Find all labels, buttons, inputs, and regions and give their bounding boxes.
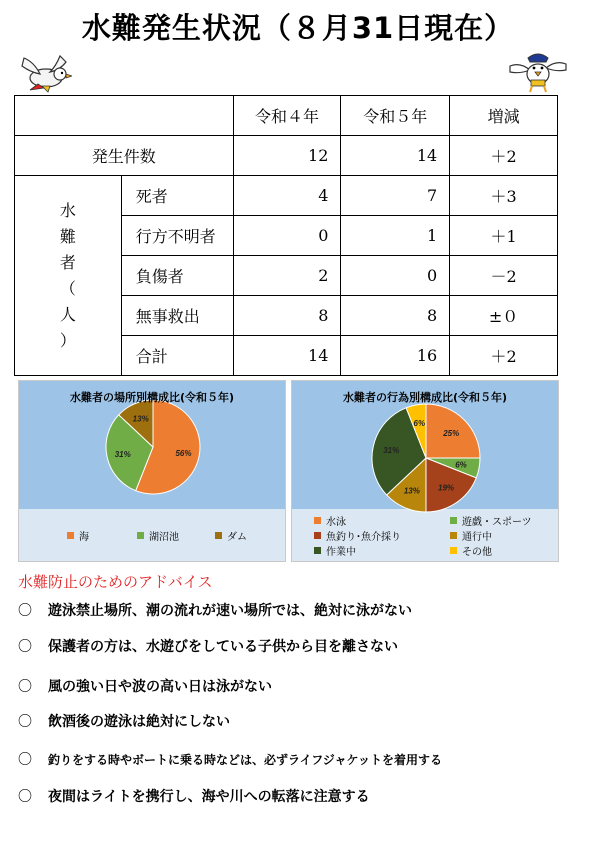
circle-mark-icon: 〇 (18, 714, 32, 730)
bird-illustration-left (16, 52, 72, 94)
advice-text: 遊泳禁止場所、潮の流れが速い場所では、絶対に泳がない (48, 603, 412, 619)
pie-data-label: 25% (443, 428, 460, 438)
row-label: 合計 (121, 336, 233, 376)
row-diff: －2 (450, 256, 558, 296)
chart-title: 水難者の場所別構成比(令和５年) (69, 391, 235, 404)
row-r4: 4 (233, 176, 341, 216)
advice-item (18, 676, 272, 696)
table-header-row (15, 96, 558, 136)
location-pie-svg (19, 381, 287, 563)
incident-stats-table (14, 95, 558, 376)
pie-data-label: 6% (455, 460, 467, 470)
row-diff: ＋3 (450, 176, 558, 216)
activity-pie-svg (292, 381, 560, 563)
circle-mark-icon: 〇 (18, 603, 32, 619)
row-diff: ＋1 (450, 216, 558, 256)
legend-item-lake: 湖沼池 (137, 528, 179, 543)
row-r5: 0 (341, 256, 450, 296)
legend-item-other: その他 (450, 543, 492, 558)
victims-group-label: 水 難 者 （ 人 ） (15, 176, 122, 376)
activity-pie-chart (291, 380, 559, 562)
header-blank-cell (15, 96, 234, 136)
row-r5: 16 (341, 336, 450, 376)
row-r4: 0 (233, 216, 341, 256)
row-diff: ＋2 (450, 336, 558, 376)
advice-text: 保護者の方は、水遊びをしている子供から目を離さない (48, 639, 398, 655)
advice-item (18, 636, 398, 656)
pie-data-label: 13% (403, 486, 420, 496)
row-label: 無事救出 (121, 296, 233, 336)
pie-data-label: 56% (175, 448, 192, 458)
incidents-r4: 12 (233, 136, 341, 176)
bird-illustration-right (506, 50, 568, 94)
page-title: 水難発生状況（８月31日現在） (81, 11, 515, 45)
circle-mark-icon: 〇 (18, 789, 32, 805)
header-r4: 令和４年 (233, 96, 341, 136)
advice-item (18, 749, 442, 769)
row-label: 負傷者 (121, 256, 233, 296)
advice-text: 飲酒後の遊泳は絶対にしない (48, 714, 230, 730)
legend-item-sea: 海 (67, 528, 89, 543)
row-label-incidents: 発生件数 (15, 136, 234, 176)
row-r5: 1 (341, 216, 450, 256)
advice-text: 風の強い日や波の高い日は泳がない (48, 679, 272, 695)
legend-item-swimming: 水泳 (314, 513, 346, 528)
advice-item (18, 786, 370, 806)
incidents-r5: 14 (341, 136, 450, 176)
row-label: 死者 (121, 176, 233, 216)
table-row-incidents (15, 136, 558, 176)
legend-item-working: 作業中 (314, 543, 356, 558)
circle-mark-icon: 〇 (18, 752, 32, 768)
pie-data-label: 19% (438, 483, 455, 493)
row-r4: 2 (233, 256, 341, 296)
advice-item (18, 600, 412, 620)
legend-item-fishing: 魚釣り･魚介採り (314, 528, 401, 543)
pie-data-label: 13% (132, 414, 149, 424)
chart-title: 水難者の行為別構成比(令和５年) (342, 391, 508, 404)
circle-mark-icon: 〇 (18, 639, 32, 655)
incidents-diff: ＋2 (450, 136, 558, 176)
row-r4: 14 (233, 336, 341, 376)
advice-item (18, 711, 230, 731)
advice-text: 釣りをする時やボートに乗る時などは、必ずライフジャケットを着用する (48, 752, 442, 767)
advice-text: 夜間はライトを携行し、海や川への転落に注意する (48, 789, 370, 805)
legend-item-dam: ダム (215, 528, 247, 543)
table-row (15, 176, 558, 216)
circle-mark-icon: 〇 (18, 679, 32, 695)
legend-item-passing: 通行中 (450, 528, 492, 543)
row-diff: ±０ (450, 296, 558, 336)
row-r5: 7 (341, 176, 450, 216)
header-diff: 増減 (450, 96, 558, 136)
location-pie-chart (18, 380, 286, 562)
legend-item-play-sports: 遊戯・スポーツ (450, 513, 532, 528)
row-r5: 8 (341, 296, 450, 336)
pie-data-label: 31% (114, 449, 131, 459)
pie-data-label: 31% (383, 446, 400, 456)
row-r4: 8 (233, 296, 341, 336)
pie-data-label: 6% (413, 418, 426, 428)
advice-heading: 水難防止のためのアドバイス (18, 573, 213, 591)
row-label: 行方不明者 (121, 216, 233, 256)
header-r5: 令和５年 (341, 96, 450, 136)
